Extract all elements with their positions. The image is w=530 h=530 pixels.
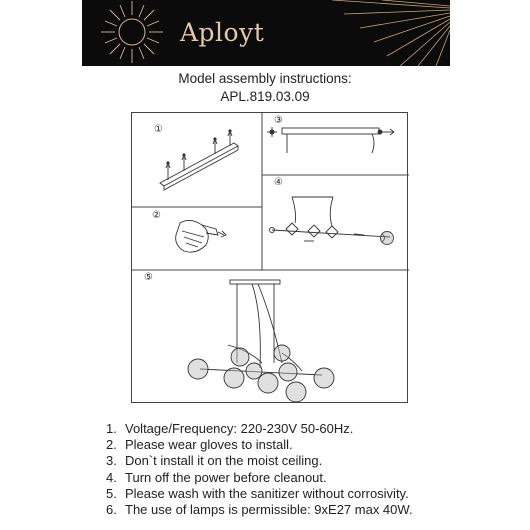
sunburst-logo-icon (82, 0, 450, 66)
step4-arm-assembly (270, 197, 394, 245)
step5-assembled-chandelier (200, 280, 322, 375)
note-text: Voltage/Frequency: 220-230V 50-60Hz. (125, 421, 354, 436)
note-number: 6. (106, 501, 117, 517)
assembly-steps-drawing (132, 113, 409, 404)
step-label-1: ① (154, 124, 163, 135)
step5-globes (188, 345, 334, 402)
note-text: Turn off the power before cleanout. (125, 469, 327, 485)
note-number: 1. (106, 421, 117, 436)
note-item (106, 502, 413, 518)
step-label-4: ④ (274, 177, 283, 188)
instruction-notes (106, 421, 413, 518)
note-item (106, 486, 413, 502)
step2-wire-connection (176, 220, 226, 252)
note-number: 3. (106, 453, 117, 469)
note-number: 5. (106, 485, 117, 501)
step-label-2: ② (152, 210, 161, 221)
note-item (106, 470, 413, 486)
brand-name: Aployt (180, 18, 265, 47)
note-item (106, 437, 413, 453)
step3-mounting-bar (267, 127, 394, 153)
note-number: 4. (106, 469, 117, 485)
assembly-diagram (131, 112, 408, 403)
page-title: Model assembly instructions: (178, 71, 352, 86)
note-text: The use of lamps is permissible: 9xE27 max 40W. (125, 501, 413, 517)
note-text: Don`t install it on the moist ceiling. (125, 453, 323, 469)
model-number: APL.819.03.09 (220, 89, 310, 104)
note-item (106, 421, 413, 437)
step-label-3: ③ (274, 115, 283, 126)
note-item (106, 453, 413, 469)
step-label-5: ⑤ (144, 272, 153, 283)
note-number: 2. (106, 437, 117, 453)
note-text: Please wash with the sanitizer without corrosivity. (125, 485, 409, 501)
brand-header (82, 0, 450, 66)
step1-canopy-plate (160, 131, 238, 190)
note-text: Please wear gloves to install. (125, 437, 293, 453)
